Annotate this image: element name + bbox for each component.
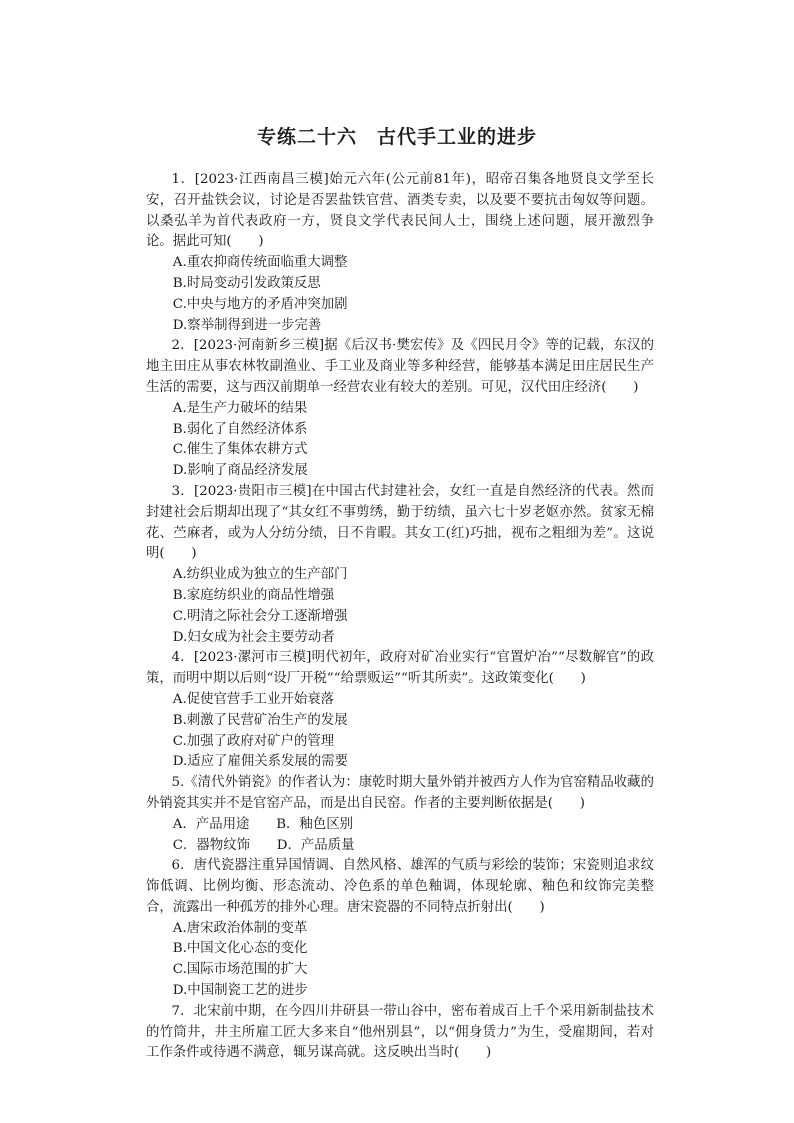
question-2 bbox=[146, 336, 654, 482]
question-list bbox=[146, 170, 654, 1064]
option: A.重农抑商传统面临重大调整 bbox=[172, 255, 348, 271]
option: D.中国制瓷工艺的进步 bbox=[172, 983, 308, 999]
question-7 bbox=[146, 1002, 654, 1064]
option: C.催生了集体农耕方式 bbox=[172, 442, 308, 458]
option: A.是生产力破坏的结果 bbox=[172, 400, 308, 416]
option: D.影响了商品经济发展 bbox=[172, 463, 308, 479]
question-stem: 5.《清代外销瓷》的作者认为：康乾时期大量外销并被西方人作为官窑精品收藏的外销瓷其实并不是官窑产品，而是出自民窑。作者的主要判断依据是( ) bbox=[146, 775, 654, 811]
option: C.明清之际社会分工逐渐增强 bbox=[172, 608, 348, 624]
option: C.加强了政府对矿户的管理 bbox=[172, 733, 335, 749]
option-row: A．产品用途 B．釉色区别 bbox=[172, 816, 353, 832]
option: D.适应了雇佣关系发展的需要 bbox=[172, 754, 348, 770]
option: B.刺激了民营矿冶生产的发展 bbox=[172, 712, 348, 728]
question-stem: 3．[2023·贵阳市三模]在中国古代封建社会，女红一直是自然经济的代表。然而封建社会后期却出现了“其女红不事剪绣，勤于纺绩，虽六七十岁老妪亦然。贫家无棉花、苎麻者，或为人分纺分绩，日不肯暇。其女工(红)巧拙，视布之粗细为差”。这说明( ) bbox=[146, 483, 654, 562]
page-title: 专练二十六 古代手工业的进步 bbox=[256, 126, 537, 148]
question-stem: 4．[2023·漯河市三模]明代初年，政府对矿冶业实行“官置炉冶”“尽数解官”的政策，而明中期以后则“设厂开税”“给票贩运”“听其所卖”。这政策变化( ) bbox=[146, 650, 654, 687]
option: A.唐宋政治体制的变革 bbox=[172, 920, 308, 936]
option-row: C．器物纹饰 D．产品质量 bbox=[172, 837, 355, 853]
question-stem: 7．北宋前中期，在今四川井研县一带山谷中，密布着成百上千个采用新制盐技术的竹筒井，井主所雇工匠大多来自“他州别县”，以“佣身赁力”为生，受雇期间，若对工作条件或待遇不满意，辄另谋高就。这反映出当时( ) bbox=[146, 1003, 654, 1061]
question-4 bbox=[146, 648, 654, 773]
option: B.中国文化心态的变化 bbox=[172, 941, 308, 957]
question-stem: 6．唐代瓷器注重异国情调、自然风格、雄浑的气质与彩绘的装饰；宋瓷则追求纹饰低调、比例均衡、形态流动、冷色系的单色釉调，体现轮廓、釉色和纹饰完美整合，流露出一种孤芳的排外心理。唐宋瓷器的不同特点折射出( ) bbox=[146, 858, 654, 915]
question-5 bbox=[146, 773, 654, 856]
option: D.妇女成为社会主要劳动者 bbox=[172, 629, 335, 645]
option: B.弱化了自然经济体系 bbox=[172, 421, 308, 437]
option: A.纺织业成为独立的生产部门 bbox=[172, 567, 348, 583]
option: A.促使官营手工业开始衰落 bbox=[172, 691, 335, 707]
option: C.国际市场范围的扩大 bbox=[172, 962, 308, 978]
question-1 bbox=[146, 170, 654, 336]
question-6 bbox=[146, 856, 654, 1002]
question-3 bbox=[146, 482, 654, 648]
option: B.家庭纺织业的商品性增强 bbox=[172, 587, 335, 603]
question-stem: 1．[2023·江西南昌三模]始元六年(公元前81年)，昭帝召集各地贤良文学至长安，召开盐铁会议，讨论是否罢盐铁官营、酒类专卖，以及要不要抗击匈奴等问题。以桑弘羊为首代表政府一方，贤良文学代表民间人士，围绕上述问题，展开激烈争论。据此可知( ) bbox=[146, 172, 654, 250]
option: B.时局变动引发政策反思 bbox=[172, 275, 321, 291]
question-stem: 2．[2023·河南新乡三模]据《后汉书·樊宏传》及《四民月令》等的记载，东汉的地主田庄从事农林牧副渔业、手工业及商业等多种经营，能够基本满足田庄居民生产生活的需要，这与西汉前期单一经营农业有较大的差别。可见，汉代田庄经济( ) bbox=[146, 338, 654, 395]
option: C.中央与地方的矛盾冲突加剧 bbox=[172, 296, 348, 312]
option: D.察举制得到进一步完善 bbox=[172, 317, 322, 333]
